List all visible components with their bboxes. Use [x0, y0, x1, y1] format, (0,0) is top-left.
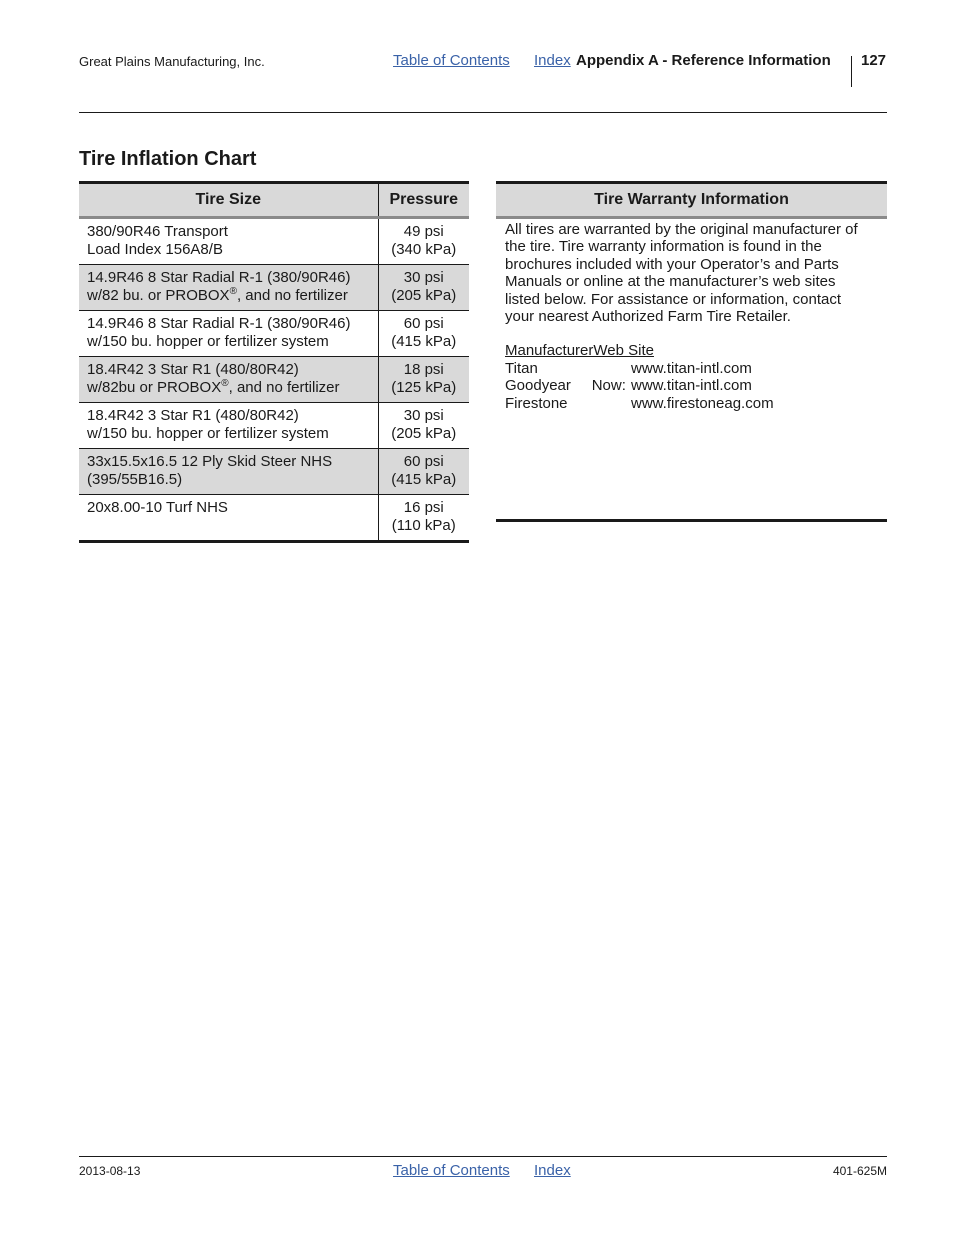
page-number: 127 [861, 52, 887, 69]
manufacturer-table-heading: ManufacturerWeb Site [505, 342, 654, 360]
tire-size-line: (395/55B16.5) [87, 471, 183, 488]
pressure-kpa: (110 kPa) [391, 517, 456, 534]
column-header-tire-size: Tire Size [79, 183, 378, 218]
column-header-pressure: Pressure [378, 183, 469, 218]
pressure-kpa: (415 kPa) [391, 471, 457, 488]
company-name: Great Plains Manufacturing, Inc. [79, 54, 265, 69]
manufacturer-website: www.firestoneag.com [631, 394, 774, 412]
tire-size-cell [79, 311, 378, 357]
footer-table-of-contents-link[interactable]: Table of Contents [393, 1162, 510, 1179]
table-header-row [79, 183, 469, 218]
document-number: 401-625M [832, 1164, 887, 1178]
tire-size-line: 14.9R46 8 Star Radial R-1 (380/90R46) [87, 315, 351, 332]
pressure-psi: 30 psi [403, 269, 444, 286]
tire-size-text: w/82bu or PROBOX [87, 379, 222, 396]
pressure-cell [378, 403, 469, 449]
manufacturer-website: www.titan-intl.com [631, 377, 752, 395]
tire-size-line: w/150 bu. hopper or fertilizer system [87, 425, 329, 442]
pressure-cell [378, 311, 469, 357]
manufacturer-website: www.titan-intl.com [631, 359, 752, 377]
tire-size-line: 18.4R42 3 Star R1 (480/80R42) [87, 407, 299, 424]
manufacturer-name: Titan [505, 359, 538, 377]
header-divider [851, 56, 852, 87]
manufacturer-row [505, 377, 878, 394]
page-title: Tire Inflation Chart [79, 148, 257, 170]
tire-size-text: , and no fertilizer [228, 379, 340, 396]
pressure-psi: 60 psi [403, 453, 444, 470]
manufacturer-name: Goodyear Now: [505, 377, 626, 395]
table-row [79, 218, 469, 265]
warranty-text-line: All tires are warranted by the original manufacturer of [505, 221, 858, 238]
page-header [0, 0, 954, 114]
footer-index-link[interactable]: Index [534, 1162, 571, 1179]
warranty-text-line: your nearest Authorized Farm Tire Retailer. [505, 308, 791, 326]
table-row [79, 495, 469, 542]
pressure-kpa: (125 kPa) [391, 379, 457, 396]
header-table-of-contents-link[interactable]: Table of Contents [393, 52, 510, 69]
tire-size-cell [79, 357, 378, 403]
manufacturer-row [505, 360, 878, 377]
pressure-cell [378, 357, 469, 403]
warranty-heading: Tire Warranty Information [496, 184, 887, 219]
pressure-cell [378, 495, 469, 542]
header-index-link[interactable]: Index [534, 52, 571, 69]
section-title: Appendix A - Reference Information [576, 52, 831, 69]
pressure-kpa: (415 kPa) [391, 333, 457, 350]
tire-size-cell [79, 495, 378, 542]
footer-date: 2013-08-13 [79, 1164, 141, 1178]
header-rule [79, 112, 887, 113]
warranty-body [496, 219, 887, 414]
pressure-cell [378, 449, 469, 495]
tire-size-text: , and no fertilizer [236, 287, 348, 304]
manufacturer-row [505, 395, 878, 412]
pressure-kpa: (205 kPa) [391, 425, 457, 442]
tire-inflation-table [79, 181, 469, 543]
pressure-kpa: (340 kPa) [391, 241, 457, 258]
warranty-text-line: Manuals or online at the manufacturer’s web sites [505, 273, 836, 291]
pressure-cell [378, 265, 469, 311]
pressure-kpa: (205 kPa) [391, 287, 457, 304]
tire-size-line: 18.4R42 3 Star R1 (480/80R42) [87, 361, 299, 378]
tire-size-cell [79, 265, 378, 311]
manufacturer-name: Firestone [505, 394, 568, 412]
warranty-text-line: brochures included with your Operator’s and Parts [505, 255, 839, 273]
tire-size-line: Load Index 156A8/B [87, 241, 223, 258]
tire-size-line: 20x8.00-10 Turf NHS [87, 499, 228, 516]
table-row [79, 265, 469, 311]
tire-size-line: 380/90R46 Transport [87, 223, 228, 240]
table-row [79, 357, 469, 403]
table-row [79, 449, 469, 495]
registered-mark: ® [221, 378, 229, 389]
pressure-psi: 49 psi [403, 223, 444, 240]
tire-size-line [87, 287, 370, 305]
pressure-psi: 16 psi [403, 499, 444, 516]
tire-size-text: w/82 bu. or PROBOX [87, 287, 230, 304]
footer-rule [79, 1156, 887, 1157]
tire-size-line: 33x15.5x16.5 12 Ply Skid Steer NHS [87, 453, 333, 470]
pressure-psi: 60 psi [403, 315, 444, 332]
pressure-psi: 30 psi [403, 407, 444, 424]
tire-size-cell [79, 449, 378, 495]
registered-mark: ® [229, 286, 237, 297]
pressure-cell [378, 218, 469, 265]
tire-size-cell [79, 403, 378, 449]
tire-size-line: 14.9R46 8 Star Radial R-1 (380/90R46) [87, 269, 351, 286]
warranty-text-line: the tire. Tire warranty information is found in the [505, 238, 822, 256]
tire-size-cell [79, 218, 378, 265]
table-row [79, 311, 469, 357]
tire-warranty-box [496, 181, 887, 522]
warranty-text-line: listed below. For assistance or information, contact [505, 290, 841, 308]
pressure-psi: 18 psi [403, 361, 444, 378]
tire-size-line [87, 379, 370, 397]
tire-size-line: w/150 bu. hopper or fertilizer system [87, 333, 329, 350]
table-row [79, 403, 469, 449]
